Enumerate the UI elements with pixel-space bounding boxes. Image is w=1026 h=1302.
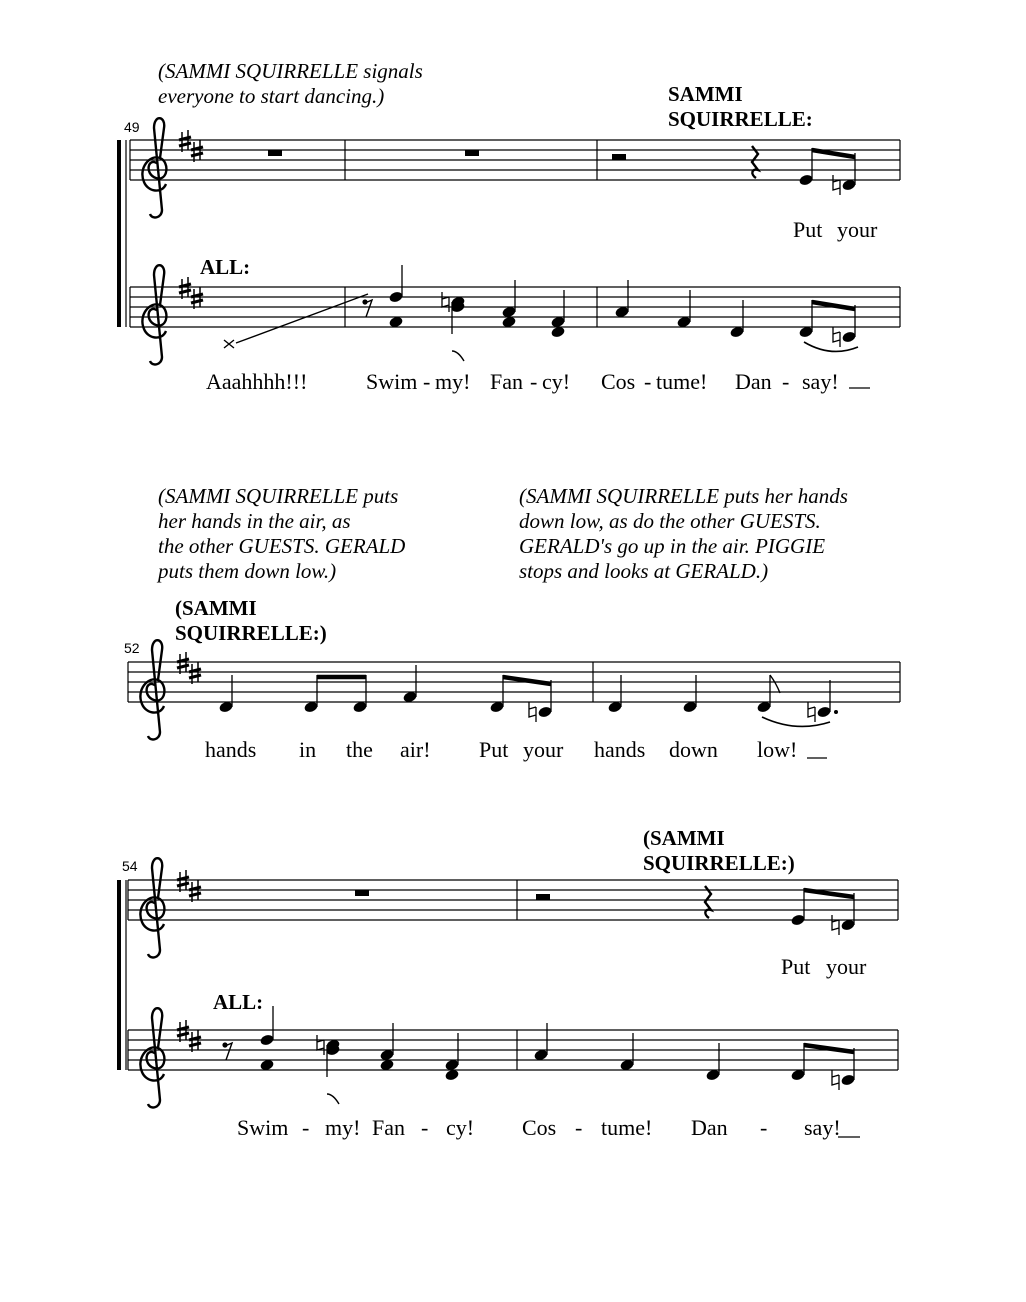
treble-clef <box>140 858 164 957</box>
quarter-rest <box>705 886 711 918</box>
measure-number-54: 54 <box>122 858 138 874</box>
character-label-sammi-1: SAMMI SQUIRRELLE: <box>668 82 813 131</box>
lyric: my! <box>325 1115 361 1140</box>
flag <box>770 675 780 693</box>
half-rest <box>612 154 626 160</box>
natural-sign <box>833 175 840 195</box>
lyric: down <box>669 737 718 762</box>
lyric: in <box>299 737 317 762</box>
character-label-all-2: ALL: <box>213 990 264 1014</box>
stage-direction-2: (SAMMI SQUIRRELLE puts her hands in the air, as the other GUESTS. GERALD puts them down low.) <box>158 484 406 583</box>
slur <box>804 342 858 351</box>
lyric: my! <box>435 369 471 394</box>
measure-number-52: 52 <box>124 640 140 656</box>
lyric: - <box>644 369 652 394</box>
lyric: Cos <box>601 369 636 394</box>
key-signature <box>177 870 201 902</box>
natural-sign <box>832 915 839 935</box>
glissando-line <box>236 294 368 343</box>
lyric: tume! <box>656 369 708 394</box>
lyric: Swim <box>366 369 418 394</box>
whole-rest <box>355 890 369 896</box>
measure-number-49: 49 <box>124 119 140 135</box>
lyric: Swim <box>237 1115 289 1140</box>
lyric: Put <box>781 954 811 979</box>
quarter-rest <box>752 146 758 178</box>
dot <box>834 710 838 714</box>
flag <box>327 1094 339 1104</box>
lyric: - <box>421 1115 429 1140</box>
lyric: say! <box>802 369 839 394</box>
beam <box>812 150 855 157</box>
lyric: - <box>760 1115 768 1140</box>
lyric: Fan <box>372 1115 405 1140</box>
x-notehead <box>224 340 234 348</box>
system-bracket <box>117 880 121 1070</box>
key-signature <box>179 130 203 162</box>
lyric: - <box>530 369 538 394</box>
lyric: Cos <box>522 1115 557 1140</box>
lyric: - <box>782 369 790 394</box>
beam <box>503 677 551 684</box>
beam <box>804 890 854 897</box>
beam <box>812 302 855 309</box>
whole-rest <box>268 150 282 156</box>
lyric: your <box>523 737 564 762</box>
natural-sign <box>833 327 840 347</box>
character-label-all-1: ALL: <box>200 255 251 279</box>
lyric: - <box>575 1115 583 1140</box>
beam <box>804 1045 854 1052</box>
treble-clef <box>140 640 164 739</box>
stage-direction-3: (SAMMI SQUIRRELLE puts her hands down low, as do the other GUESTS. GERALD's go up in the air. PIGGIE stops and looks at GERALD.) <box>519 484 848 583</box>
system-bracket <box>117 140 121 327</box>
lyric: Dan <box>735 369 772 394</box>
lyric: the <box>346 737 373 762</box>
lyric: Put <box>479 737 509 762</box>
lyric: - <box>423 369 431 394</box>
treble-clef <box>142 265 166 364</box>
lyric: low! <box>757 737 798 762</box>
character-label-sammi-2: (SAMMI SQUIRRELLE:) <box>175 596 327 645</box>
treble-clef <box>140 1008 164 1107</box>
lyric: Aaahhhh!!! <box>206 369 308 394</box>
lyric: your <box>826 954 867 979</box>
key-signature <box>177 1020 201 1052</box>
eighth-rest <box>225 1043 232 1060</box>
treble-clef <box>142 118 166 217</box>
lyric: Fan <box>490 369 523 394</box>
slur <box>762 717 830 726</box>
lyric: air! <box>400 737 431 762</box>
eighth-rest <box>365 300 372 317</box>
lyric: Dan <box>691 1115 728 1140</box>
lyric: say! <box>804 1115 841 1140</box>
natural-sign <box>832 1070 839 1090</box>
natural-sign <box>442 292 449 312</box>
whole-rest <box>465 150 479 156</box>
lyric: hands <box>205 737 257 762</box>
lyric: hands <box>594 737 646 762</box>
stage-direction-1: (SAMMI SQUIRRELLE signals everyone to start dancing.) <box>158 59 423 108</box>
lyric: Put <box>793 217 823 242</box>
lyric: cy! <box>446 1115 475 1140</box>
flag <box>452 351 464 361</box>
lyric: - <box>302 1115 310 1140</box>
lyric: cy! <box>542 369 571 394</box>
natural-sign <box>529 702 536 722</box>
key-signature <box>179 277 203 309</box>
key-signature <box>177 652 201 684</box>
half-rest <box>536 894 550 900</box>
lyric: tume! <box>601 1115 653 1140</box>
natural-sign <box>317 1035 324 1055</box>
character-label-sammi-3: (SAMMI SQUIRRELLE:) <box>643 826 795 875</box>
natural-sign <box>808 702 815 722</box>
lyric: your <box>837 217 878 242</box>
